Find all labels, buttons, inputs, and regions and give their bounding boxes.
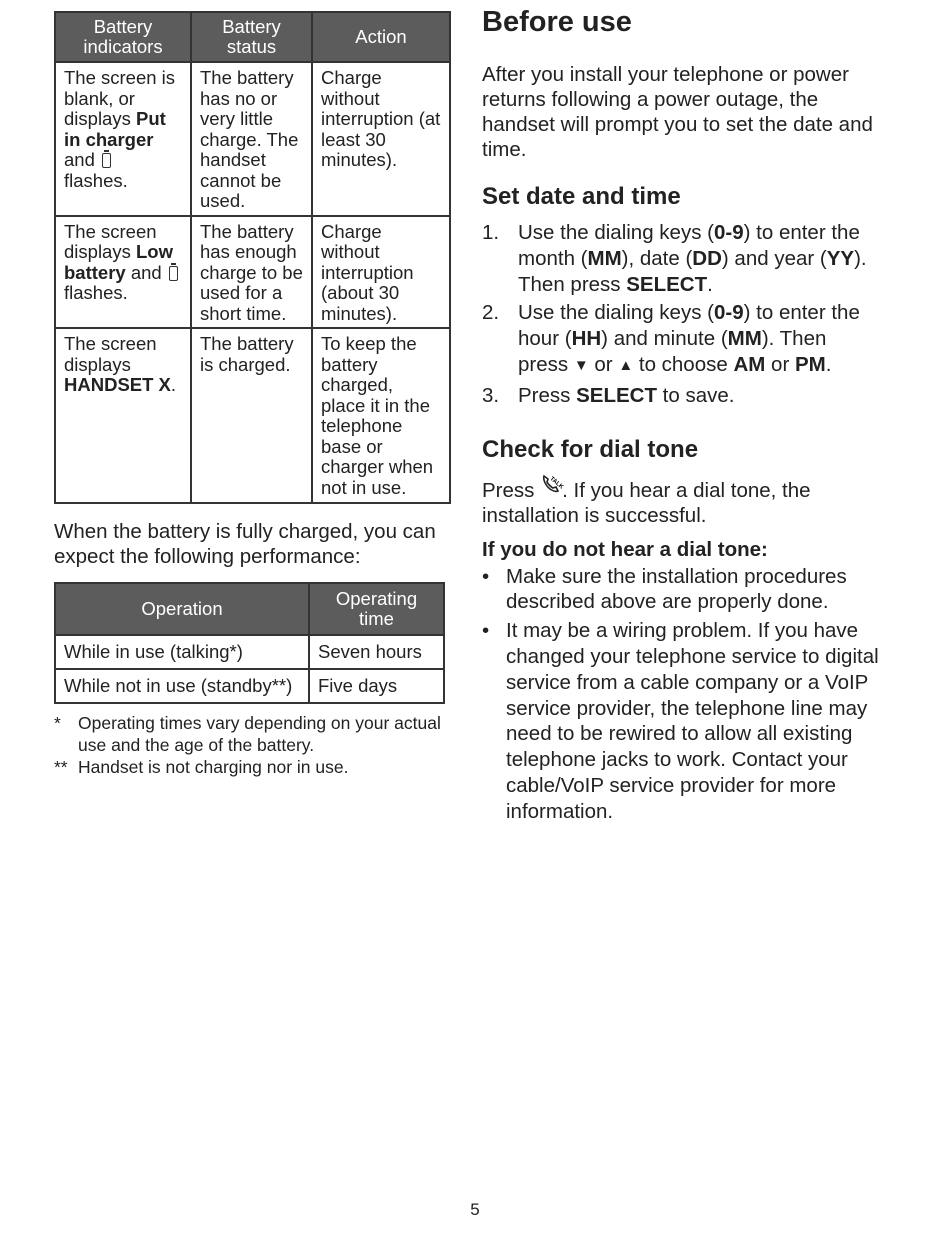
before-use-intro: After you install your telephone or power returns following a power outage, the handset will prompt you to set the date and time. — [482, 63, 873, 161]
operating-time-table — [54, 582, 445, 704]
performance-intro: When the battery is fully charged, you can expect the following performance: — [54, 520, 436, 568]
table-row — [55, 669, 444, 703]
operation-cell: While not in use (standby**) — [55, 669, 309, 703]
header-battery-indicators: Battery indicators — [55, 12, 191, 62]
time-cell: Five days — [309, 669, 444, 703]
indicator-cell: The screen is blank, or displays Put in charger and flashes. — [55, 62, 191, 216]
action-cell: Charge without interruption (at least 30 minutes). — [312, 62, 450, 216]
header-action: Action — [312, 12, 450, 62]
action-cell: To keep the battery charged, place it in the telephone base or charger when not in use. — [312, 328, 450, 503]
list-item: 2. Use the dialing keys (0-9) to enter the hour (HH) and minute (MM). Then press ▼ or ▲ to choose AM or PM. — [482, 300, 882, 379]
no-dial-tone-subhead: If you do not hear a dial tone: — [482, 537, 768, 561]
set-date-time-steps — [482, 220, 882, 409]
header-operating-time: Operating time — [309, 583, 444, 635]
status-cell: The battery has enough charge to be used for a short time. — [191, 216, 312, 329]
header-battery-status: Battery status — [191, 12, 312, 62]
indicator-cell: The screen displays Low battery and flashes. — [55, 216, 191, 329]
dial-tone-title: Check for dial tone — [482, 435, 699, 463]
table-row — [55, 62, 450, 216]
before-use-title: Before use — [482, 6, 632, 38]
header-operation: Operation — [55, 583, 309, 635]
footnotes — [54, 712, 452, 778]
list-item: 1. Use the dialing keys (0-9) to enter the month (MM), date (DD) and year (YY). Then press SELECT. — [482, 221, 867, 296]
battery-icon — [169, 266, 178, 281]
footnote: ** Handset is not charging nor in use. — [54, 757, 349, 777]
table-row — [55, 328, 450, 503]
list-item: 3. Press SELECT to save. — [482, 383, 735, 407]
talk-phone-icon — [540, 473, 565, 501]
up-arrow-icon: ▲ — [618, 356, 634, 374]
indicator-cell: The screen displays HANDSET X. — [55, 328, 191, 503]
table-row — [55, 635, 444, 669]
down-arrow-icon: ▼ — [573, 356, 589, 374]
status-cell: The battery is charged. — [191, 328, 312, 503]
list-item: • It may be a wiring problem. If you have changed your telephone service to digital service from a cable company or a VoIP service provider, the telephone line may need to be rewired to allow all existing telephone jacks to work. Contact your cable/VoIP service provider for more information. — [482, 619, 879, 823]
dial-tone-instruction: Press TALK . If you hear a dial tone, the installation is successful. — [482, 473, 882, 528]
action-cell: Charge without interruption (about 30 minutes). — [312, 216, 450, 329]
battery-indicator-table — [54, 11, 451, 504]
svg-text:TALK: TALK — [548, 475, 565, 491]
battery-icon — [102, 153, 111, 168]
page-number: 5 — [470, 1200, 480, 1219]
time-cell: Seven hours — [309, 635, 444, 669]
footnote: * Operating times vary depending on your actual use and the age of the battery. — [54, 713, 441, 755]
status-cell: The battery has no or very little charge. The handset cannot be used. — [191, 62, 312, 216]
left-column — [54, 11, 452, 778]
right-column — [482, 4, 882, 828]
operation-cell: While in use (talking*) — [55, 635, 309, 669]
table-row — [55, 216, 450, 329]
list-item: • Make sure the installation procedures described above are properly done. — [482, 564, 847, 614]
troubleshoot-list — [482, 564, 882, 825]
set-date-time-title: Set date and time — [482, 183, 681, 210]
